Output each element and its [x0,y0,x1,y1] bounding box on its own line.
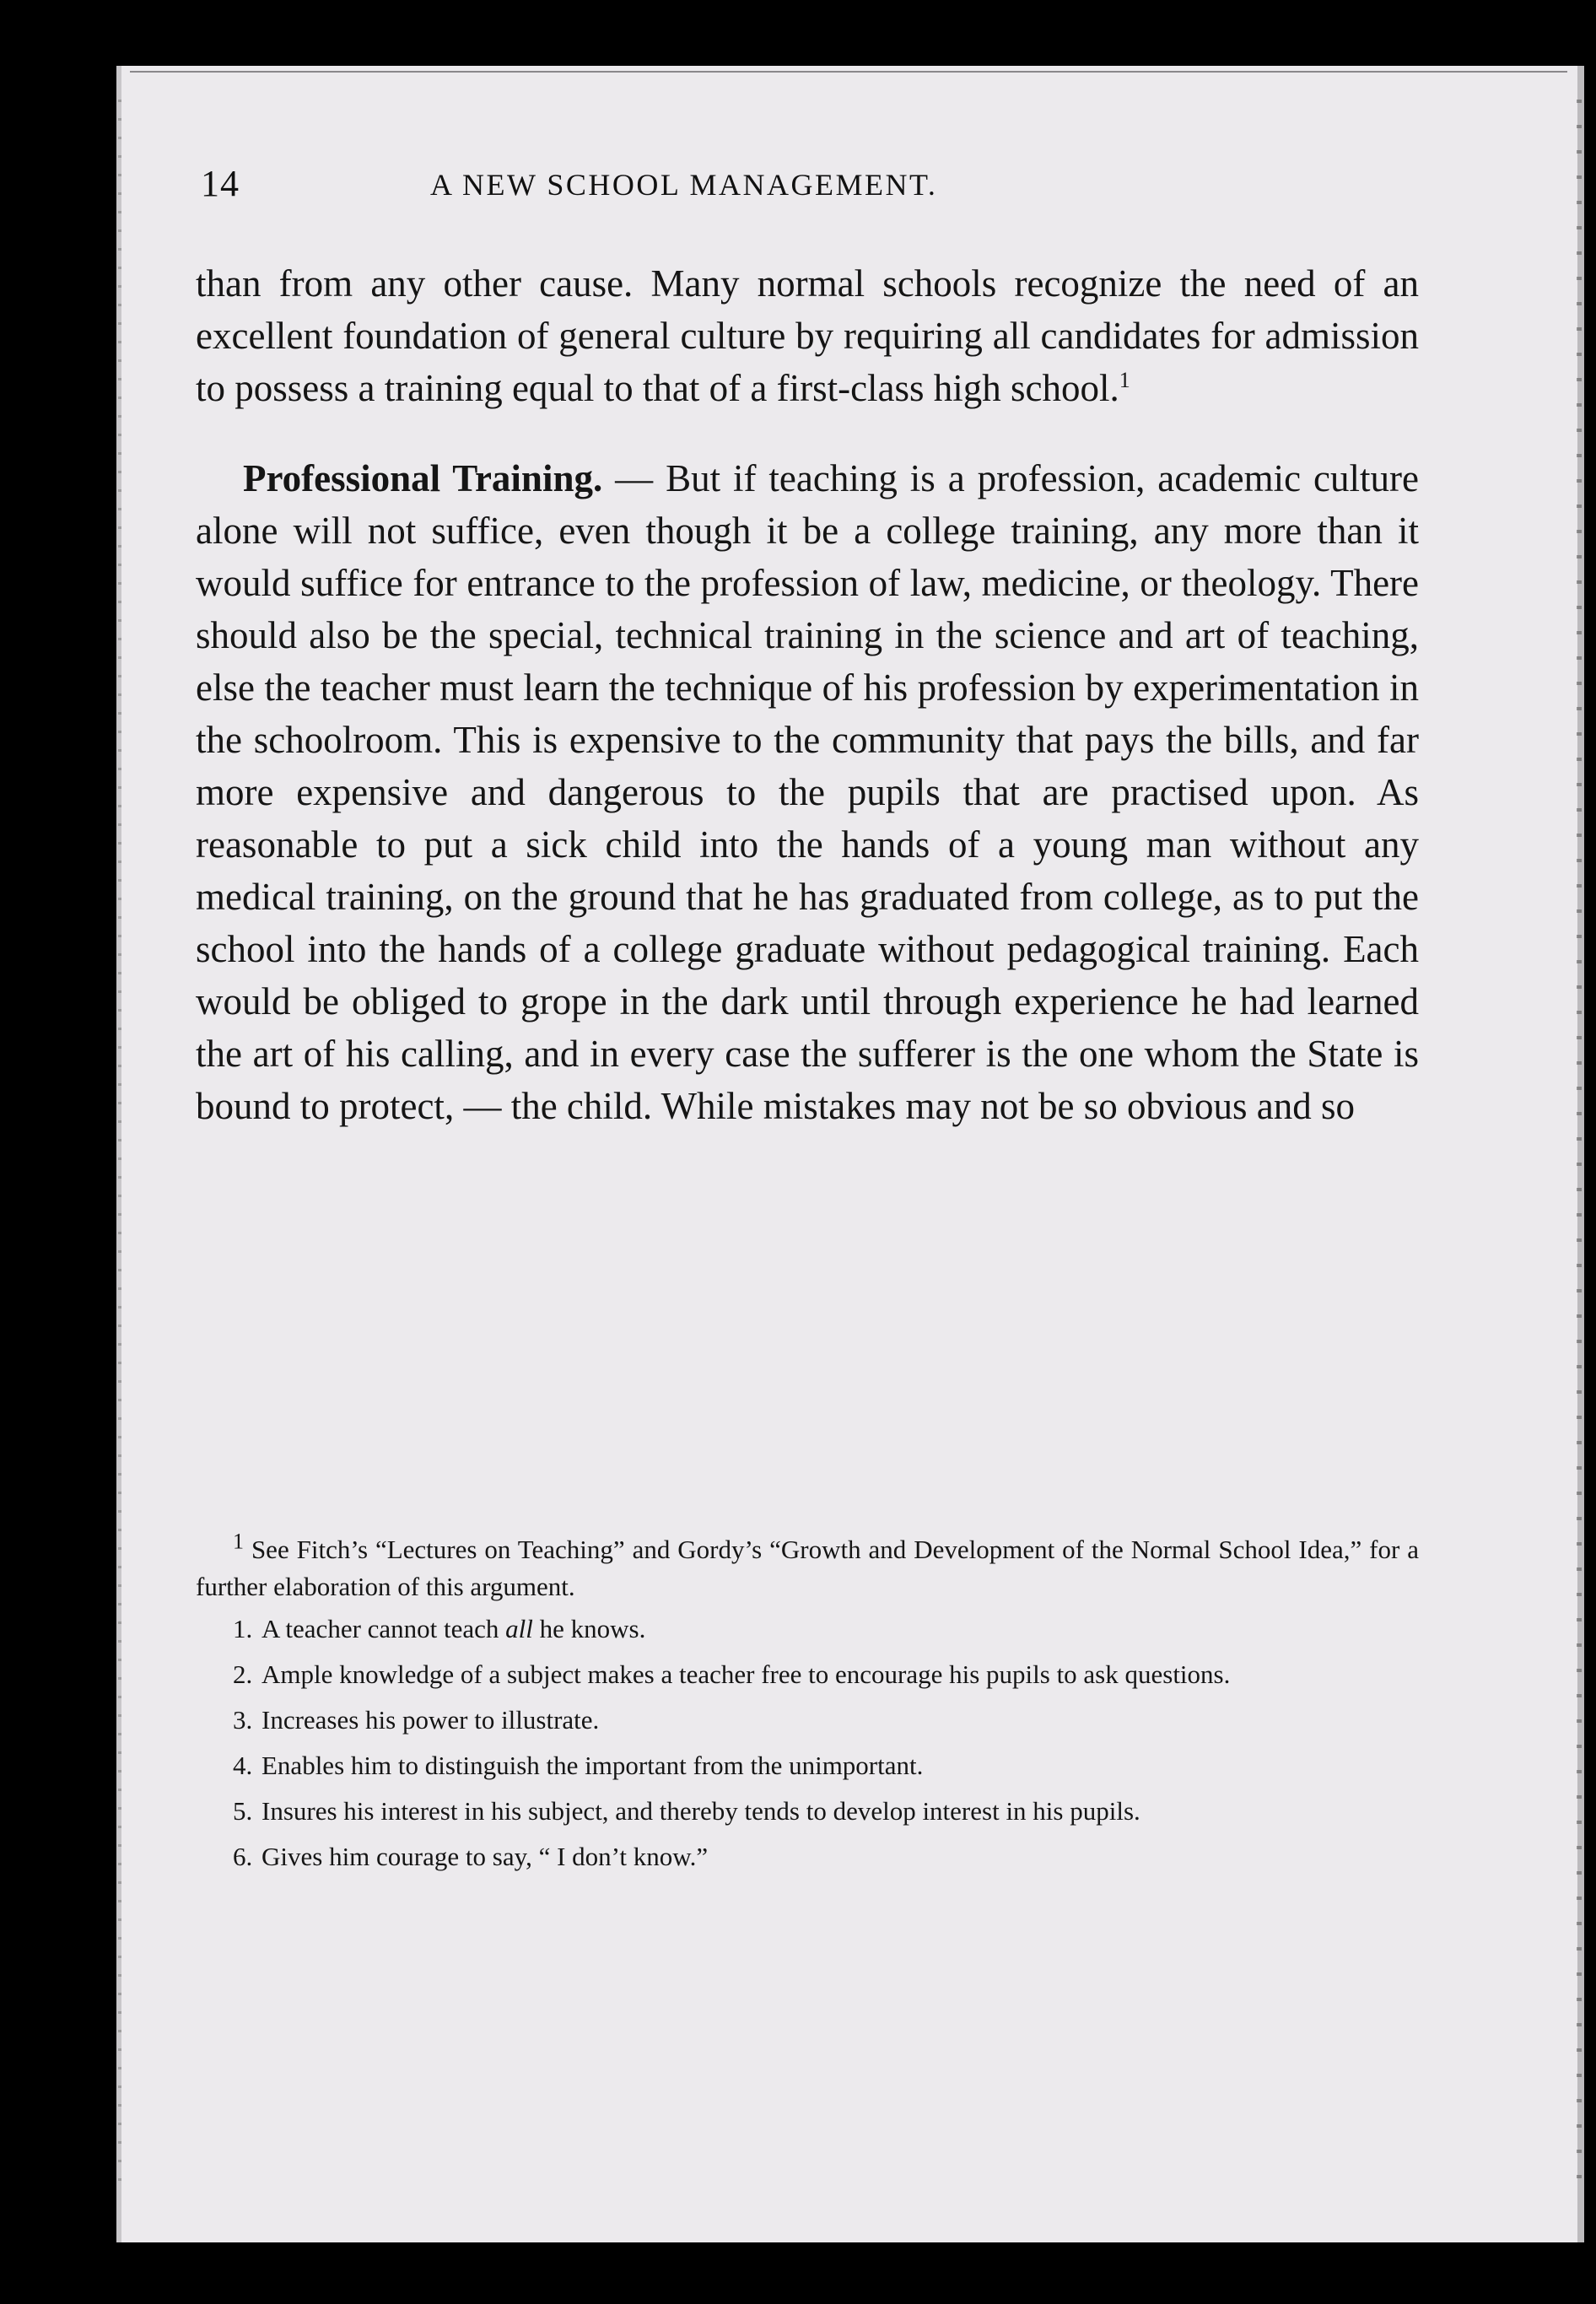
section-heading: Professional Training. [243,457,603,499]
page-left-edge [118,100,121,2192]
footnotes [196,1531,1419,1884]
list-item-text-after: he knows. [532,1614,646,1643]
paragraph-1-text: than from any other cause. Many normal schools recognize the need of an excellent foundation of general culture by requiring all candidates for admission to possess a training equal to that of a first-class high school. [196,262,1419,409]
list-item-number: 1. [233,1614,253,1643]
running-title: A NEW SCHOOL MANAGEMENT. [430,168,938,202]
page-header [201,106,1415,204]
body-text [196,257,1419,1132]
paragraph-2 [196,452,1419,1132]
list-item [196,1702,1419,1739]
list-item [196,1656,1419,1693]
paragraph-2-text: — But if teaching is a profession, academic culture alone will not suffice, even though it be a college training, any more than it would suffice for entrance to the profession of law, medicine, or theology. There should also be the special, technical training in the science and art of teaching, else the teacher must learn the technique of his profession by experimentation in the schoolroom. This is expensive to the community that pays the bills, and far more expensive and dangerous to the pupils that are practised upon. As reasonable to put a sick child into the hands of a young man without any medical training, on the ground that he has graduated from college, as to put the school into the hands of a college graduate without pedagogical training. Each would be obliged to grope in the dark until through experience he had learned the art of his calling, and in every case the sufferer is the one whom the State is bound to protect, — the child. While mistakes may not be so obvious and so [196,457,1419,1127]
list-item-number: 4. [233,1751,253,1780]
list-item [196,1838,1419,1875]
list-item-text: Ample knowledge of a subject makes a teacher free to encourage his pupils to ask questions. [262,1659,1231,1689]
footnote-mark: 1 [233,1529,244,1554]
footnote-ref: 1 [1119,368,1130,392]
page-right-edge [1577,100,1582,2192]
list-item [196,1793,1419,1830]
list-item-text: Enables him to distinguish the important from the unimportant. [262,1751,924,1780]
list-item-text: Gives him courage to say, “ I don’t know.” [262,1842,709,1871]
list-item-text: Insures his interest in his subject, and thereby tends to develop interest in his pupils. [262,1796,1140,1826]
list-item-text: Increases his power to illustrate. [262,1705,600,1735]
footnote-text: See Fitch’s “Lectures on Teaching” and Gordy’s “Growth and Development of the Normal School Idea,” for a further elaboration of this argument. [196,1535,1419,1601]
list-item-number: 5. [233,1796,253,1826]
list-item-number: 2. [233,1659,253,1689]
paragraph-1 [196,257,1419,414]
list-item [196,1747,1419,1784]
list-item-text: A teacher cannot teach [262,1614,506,1643]
list-item-number: 3. [233,1705,253,1735]
footnote-1 [196,1531,1419,1605]
list-item-emphasis: all [505,1614,533,1643]
page-number: 14 [201,163,240,204]
page-top-edge [130,71,1567,73]
list-item-number: 6. [233,1842,253,1871]
list-item [196,1611,1419,1648]
